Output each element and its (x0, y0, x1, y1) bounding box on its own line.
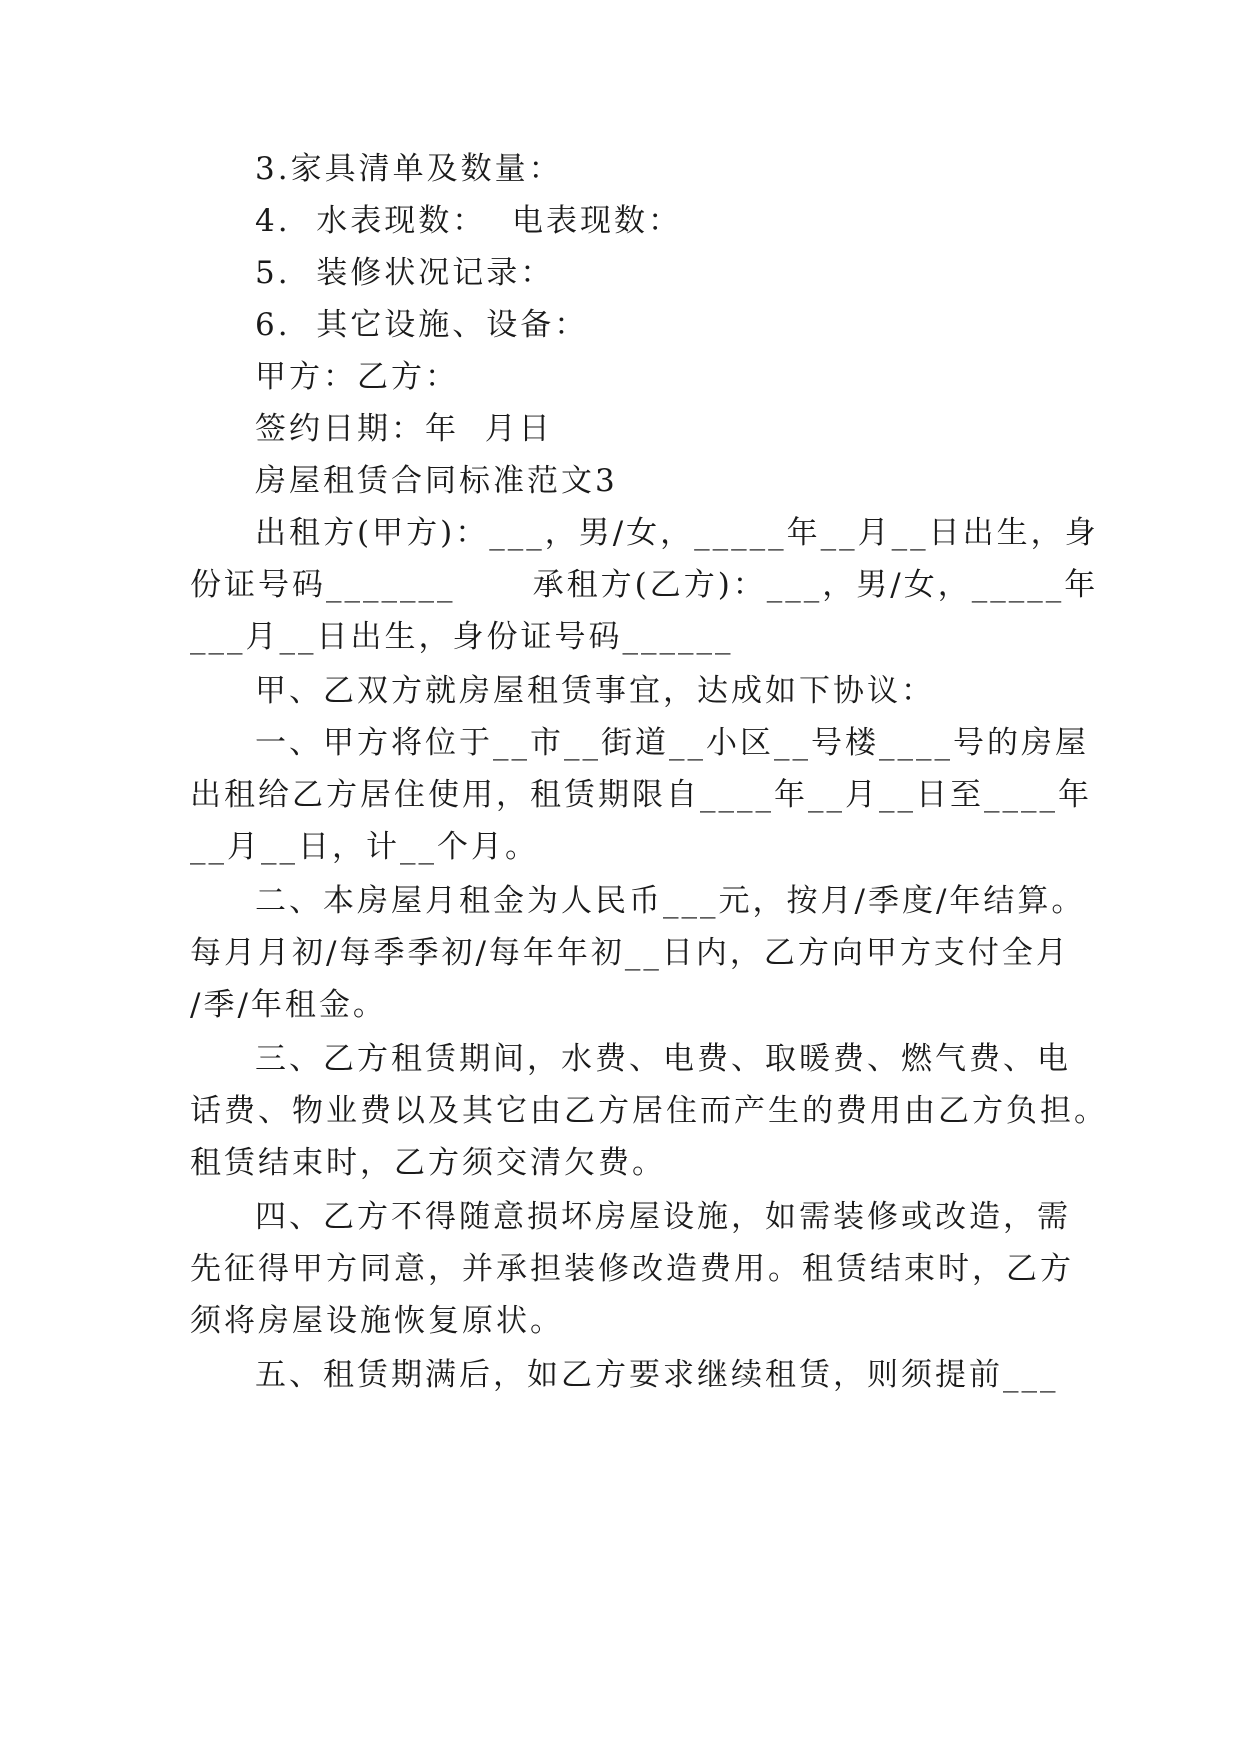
section-title: 房屋租赁合同标准范文3 (255, 463, 618, 499)
paragraph-line: __月__日，计__个月。 (190, 829, 539, 865)
paragraph-line: 须将房屋设施恢复原状。 (190, 1303, 564, 1339)
paragraph-line: 份证号码_______ 承租方(乙方)：___，男/女，_____年 (190, 567, 1099, 603)
item-5-decoration-record: 5. 装修状况记录： (255, 255, 555, 291)
paragraph-line: 三、乙方租赁期间，水费、电费、取暖费、燃气费、电 (255, 1041, 1071, 1077)
paragraph-line: 出租给乙方居住使用，租赁期限自____年__月__日至____年 (190, 777, 1092, 813)
party-signatures: 甲方：乙方： (255, 359, 459, 395)
paragraph-line: 租赁结束时，乙方须交清欠费。 (190, 1145, 666, 1181)
paragraph-line: 每月月初/每季季初/每年年初__日内，乙方向甲方支付全月 (190, 935, 1070, 971)
item-4-meter-readings: 4. 水表现数： 电表现数： (255, 203, 682, 239)
item-6-other-facilities: 6. 其它设施、设备： (255, 307, 589, 343)
paragraph-line: 五、租赁期满后，如乙方要求继续租赁，则须提前___ (255, 1357, 1059, 1393)
paragraph-line: /季/年租金。 (190, 987, 387, 1023)
paragraph-line: 二、本房屋月租金为人民币___元，按月/季度/年结算。 (255, 883, 1086, 919)
paragraph-line: 先征得甲方同意，并承担装修改造费用。租赁结束时，乙方 (190, 1251, 1074, 1287)
item-3-furniture-list: 3.家具清单及数量： (255, 151, 563, 187)
paragraph-line: 一、甲方将位于__市__街道__小区__号楼____号的房屋 (255, 725, 1089, 761)
paragraph-line: 出租方(甲方)：___，男/女，_____年__月__日出生，身 (255, 515, 1099, 551)
paragraph-line: 话费、物业费以及其它由乙方居住而产生的费用由乙方负担。 (190, 1093, 1108, 1129)
signing-date: 签约日期：年 月日 (255, 411, 553, 447)
paragraph-line: 四、乙方不得随意损坏房屋设施，如需装修或改造，需 (255, 1199, 1071, 1235)
paragraph-line: ___月__日出生，身份证号码______ (190, 619, 734, 655)
paragraph-line: 甲、乙双方就房屋租赁事宜，达成如下协议： (255, 673, 935, 709)
